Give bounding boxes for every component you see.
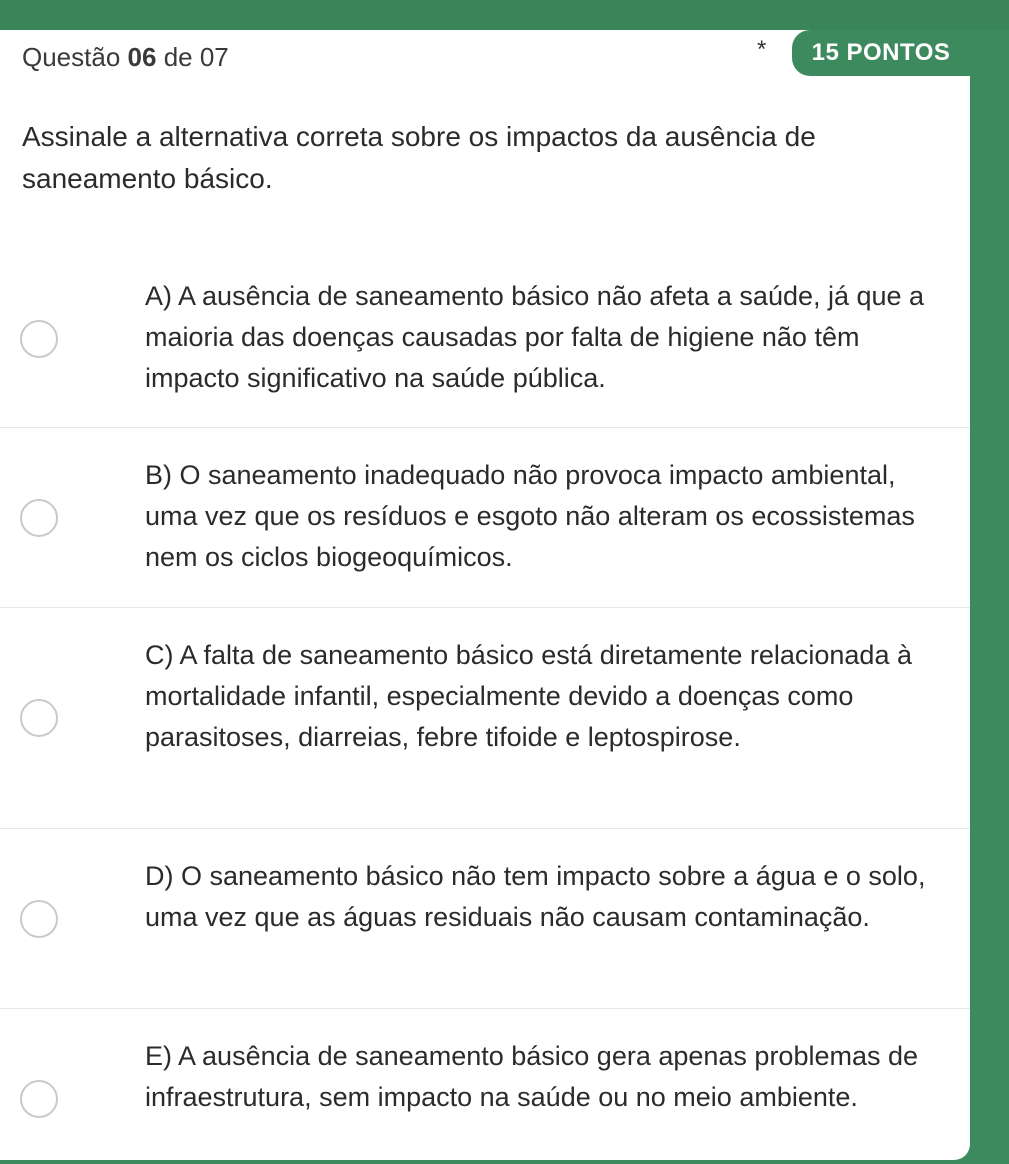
question-text: Assinale a alternativa correta sobre os impactos da ausência de saneamento básico. xyxy=(22,121,816,194)
required-marker: * xyxy=(757,36,767,63)
question-prefix: Questão xyxy=(22,42,121,72)
question-header xyxy=(0,30,970,78)
points-badge: 15 PONTOS xyxy=(792,30,970,76)
option-c[interactable] xyxy=(0,608,970,829)
question-number: 06 xyxy=(127,42,157,72)
radio-button[interactable] xyxy=(20,320,58,358)
question-card xyxy=(0,30,970,1160)
option-e[interactable] xyxy=(0,1009,970,1160)
option-b[interactable] xyxy=(0,428,970,608)
question-counter xyxy=(22,42,229,73)
radio-button[interactable] xyxy=(20,499,58,537)
radio-button[interactable] xyxy=(20,1080,58,1118)
option-label: D) O saneamento básico não tem impacto sobre a água e o solo, uma vez que as águas residuais não causam contaminação. xyxy=(145,861,926,932)
radio-button[interactable] xyxy=(20,900,58,938)
option-label: C) A falta de saneamento básico está diretamente relacionada à mortalidade infantil, especialmente devido a doenças como parasitoses, diarreias, febre tifoide e leptospirose. xyxy=(145,640,912,752)
option-label: A) A ausência de saneamento básico não afeta a saúde, já que a maioria das doenças causadas por falta de higiene não têm impacto significativo na saúde pública. xyxy=(145,281,925,393)
option-label: E) A ausência de saneamento básico gera apenas problemas de infraestrutura, sem impacto na saúde ou no meio ambiente. xyxy=(145,1041,919,1112)
option-d[interactable] xyxy=(0,829,970,1009)
option-a[interactable] xyxy=(0,250,970,428)
question-total: de 07 xyxy=(163,42,229,72)
option-label: B) O saneamento inadequado não provoca impacto ambiental, uma vez que os resíduos e esgoto não alteram os ecossistemas nem os ciclos biogeoquímicos. xyxy=(145,460,915,572)
radio-button[interactable] xyxy=(20,699,58,737)
options-list xyxy=(0,250,970,1160)
top-strip xyxy=(0,0,1009,30)
